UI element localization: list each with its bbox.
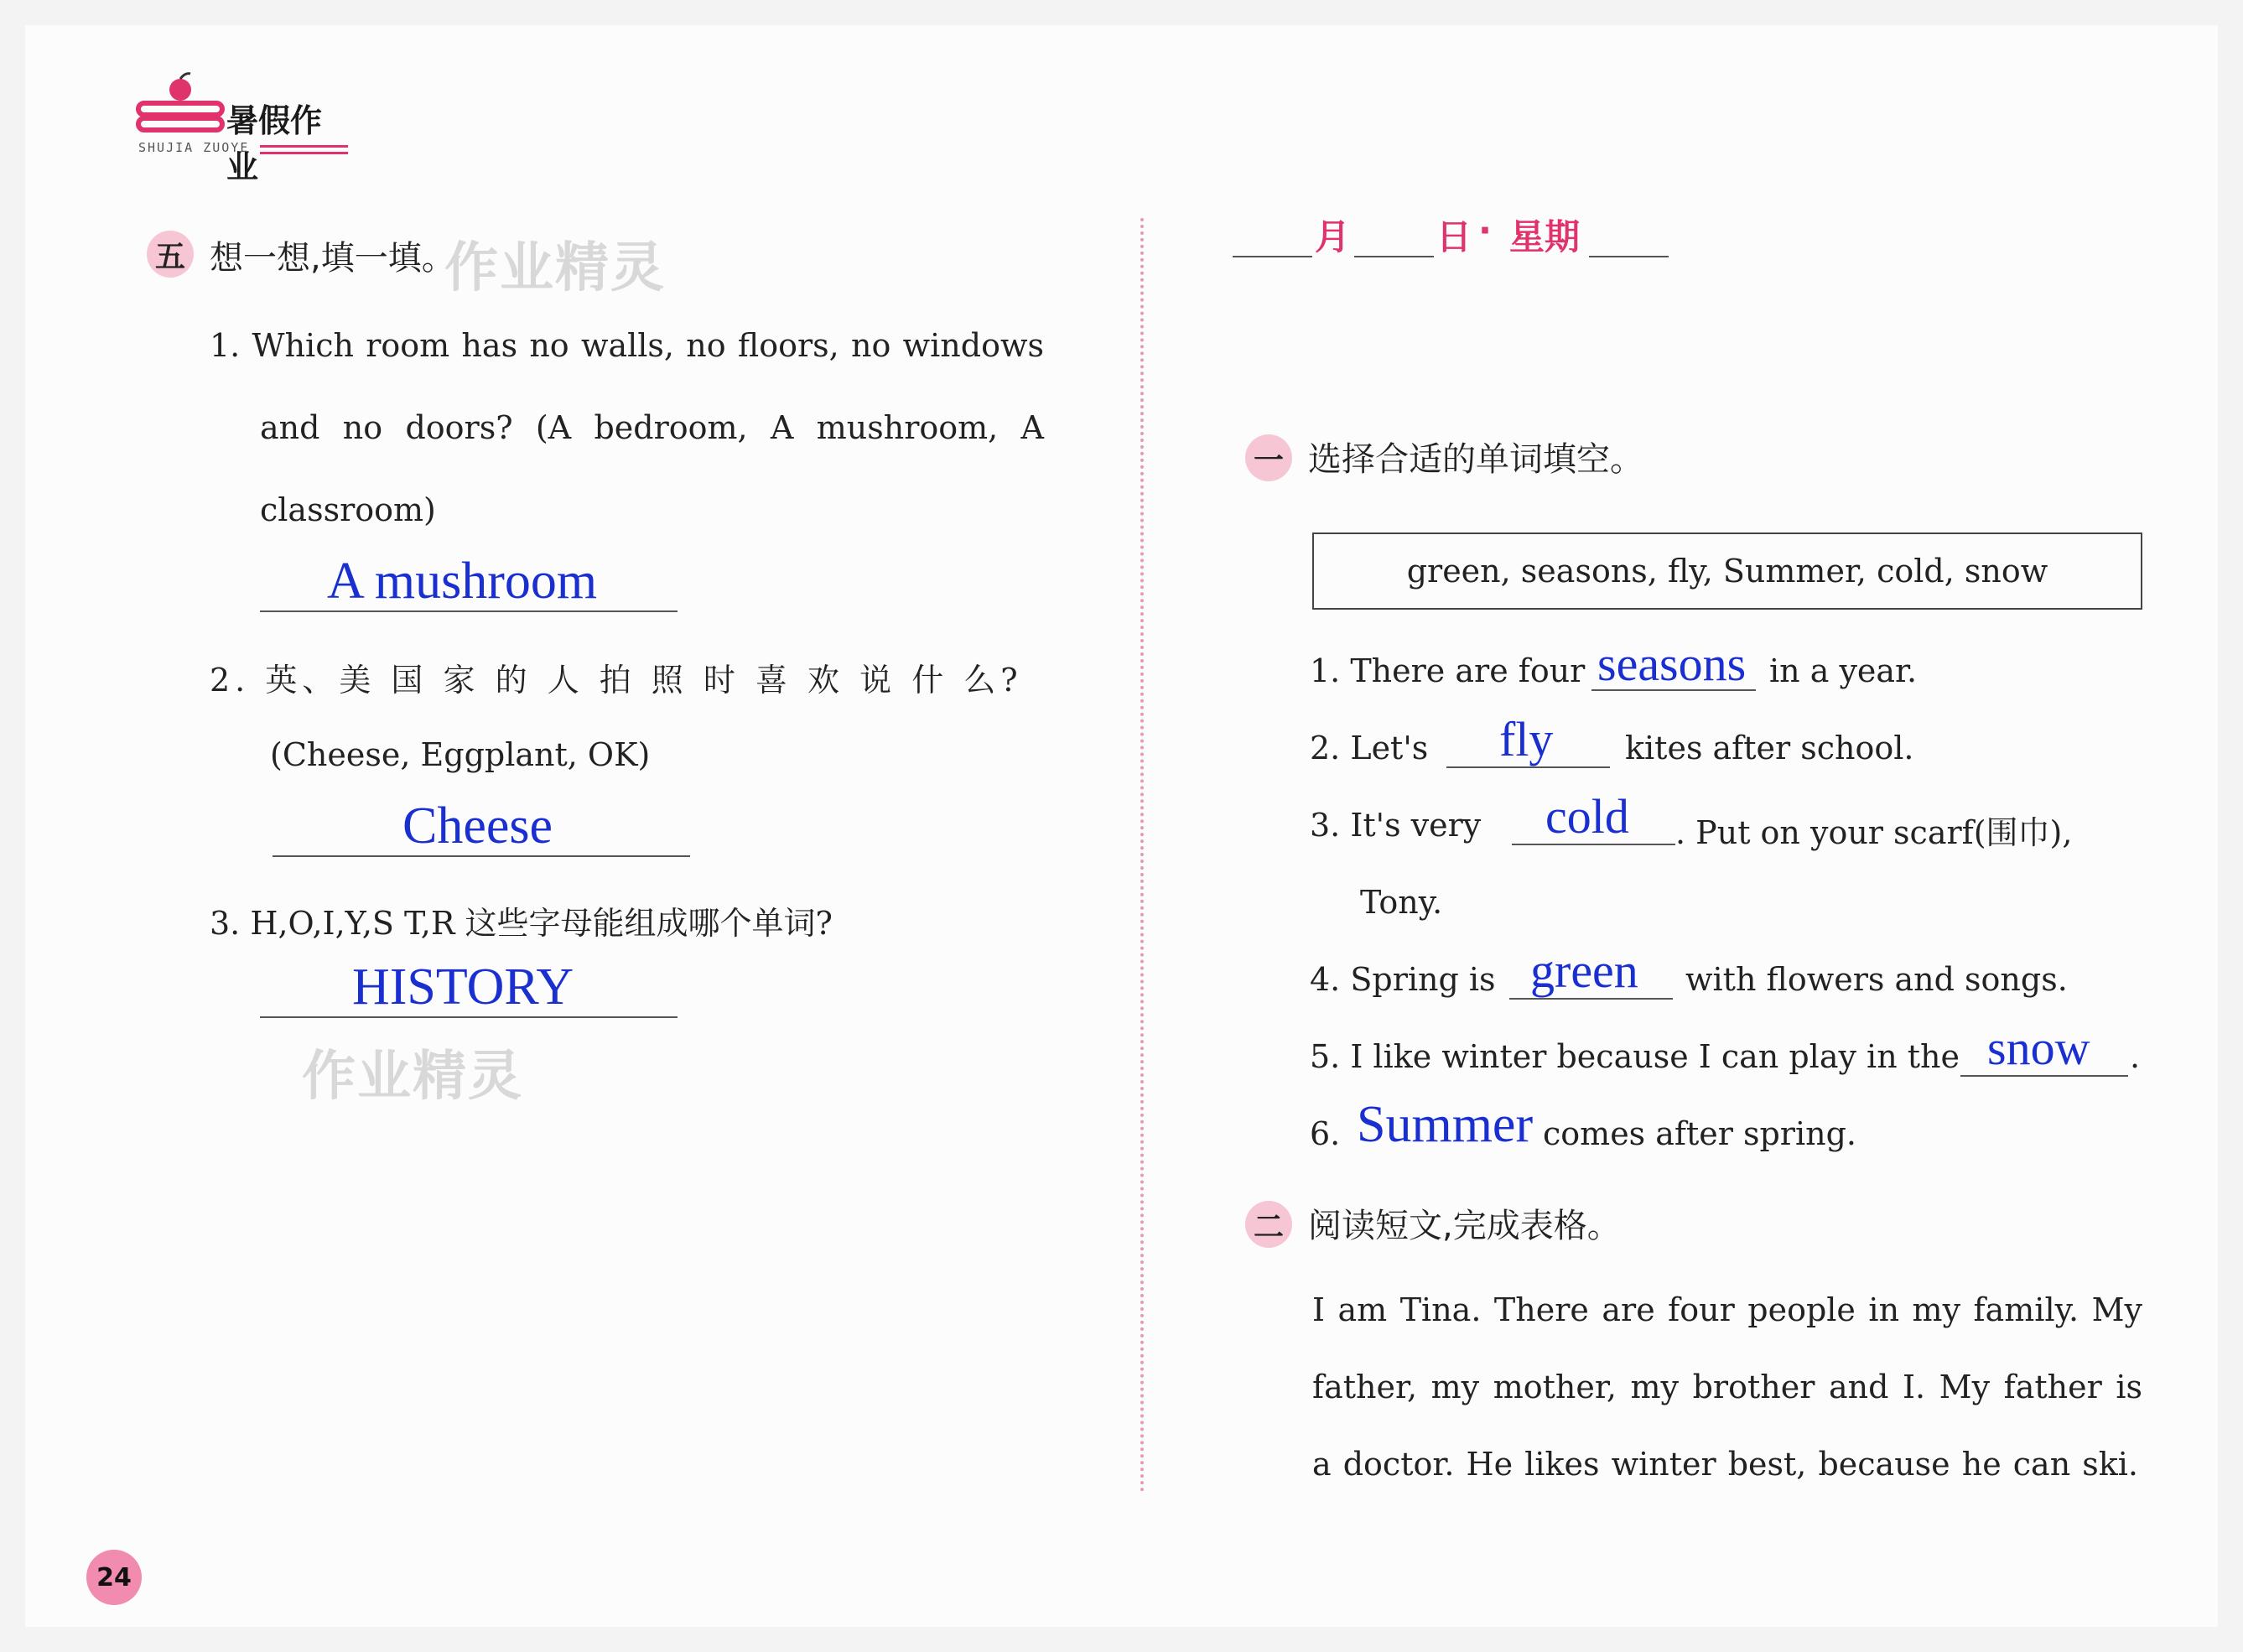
handwritten-answer: Summer xyxy=(1357,1096,1534,1153)
question-line: classroom) xyxy=(260,491,436,528)
answer-line xyxy=(1591,689,1756,691)
book-apple-icon xyxy=(134,71,226,138)
question-line: 3. H,O,I,Y,S T,R 这些字母能组成哪个单词? xyxy=(210,905,833,942)
exercise-text: comes after spring. xyxy=(1543,1115,1857,1152)
month-label: 月 xyxy=(1315,216,1351,257)
handwritten-answer: A mushroom xyxy=(327,553,598,610)
exercise-text: kites after school. xyxy=(1625,730,1914,766)
exercise-text: 2. Let's xyxy=(1310,730,1429,766)
answer-line xyxy=(260,1016,678,1018)
exercise-text: . Put on your scarf(围巾), xyxy=(1675,814,2073,851)
date-line xyxy=(1233,210,1669,268)
month-blank xyxy=(1233,256,1312,257)
section-badge: 二 xyxy=(1245,1201,1292,1248)
date-separator: · xyxy=(1478,210,1492,251)
answer-line xyxy=(273,855,690,857)
exercise-text: 4. Spring is xyxy=(1310,961,1496,998)
exercise-text: Tony. xyxy=(1360,884,1443,921)
answer-line xyxy=(1446,766,1610,768)
exercise-text: . xyxy=(2130,1038,2141,1075)
handwritten-answer: seasons xyxy=(1597,636,1747,691)
passage-line: I am Tina. There are four people in my family. My xyxy=(1312,1291,2142,1328)
page-number: 24 xyxy=(86,1550,142,1605)
handwritten-answer: green xyxy=(1530,943,1638,998)
watermark: 作业精灵 xyxy=(302,1046,523,1108)
section-title: 选择合适的单词填空。 xyxy=(1308,440,1643,479)
answer-line xyxy=(1512,844,1675,845)
section-badge: 五 xyxy=(147,231,194,278)
word-bank: green, seasons, fly, Summer, cold, snow xyxy=(1312,532,2142,610)
question-line: (Cheese, Eggplant, OK) xyxy=(270,736,651,773)
exercise-text: 5. I like winter because I can play in the xyxy=(1310,1038,1960,1075)
watermark: 作业精灵 xyxy=(444,237,666,299)
handwritten-answer: HISTORY xyxy=(352,958,574,1016)
answer-line xyxy=(260,610,678,612)
answer-line xyxy=(1509,998,1673,1000)
section-title: 阅读短文,完成表格。 xyxy=(1308,1207,1621,1245)
exercise-text: 6. xyxy=(1310,1115,1341,1152)
question-line: and no doors? (A bedroom, A mushroom, A xyxy=(260,409,1044,446)
day-blank xyxy=(1354,256,1434,257)
workbook-logo xyxy=(134,71,352,185)
exercise-text: with flowers and songs. xyxy=(1685,961,2068,998)
exercise-text: in a year. xyxy=(1769,652,1918,689)
weekday-blank xyxy=(1589,256,1669,257)
weekday-label: 星期 xyxy=(1509,216,1581,257)
section-badge: 一 xyxy=(1245,434,1292,481)
exercise-text: 1. There are four xyxy=(1310,652,1586,689)
handwritten-answer: cold xyxy=(1545,789,1629,844)
handwritten-answer: snow xyxy=(1987,1021,2090,1075)
logo-subtitle: SHUJIA ZUOYE xyxy=(138,140,250,155)
page-divider xyxy=(1140,218,1144,1493)
logo-title: 暑假作业 xyxy=(226,102,323,185)
section-title: 想一想,填一填。 xyxy=(210,239,455,278)
handwritten-answer: fly xyxy=(1499,712,1554,766)
logo-rule xyxy=(260,145,348,148)
answer-line xyxy=(1960,1075,2128,1077)
question-line: 2. 英、美 国 家 的 人 拍 照 时 喜 欢 说 什 么? xyxy=(210,662,1023,699)
passage-line: father, my mother, my brother and I. My father is xyxy=(1312,1369,2142,1405)
logo-rule xyxy=(260,152,348,154)
day-label: 日 xyxy=(1436,216,1472,257)
handwritten-answer: Cheese xyxy=(402,797,553,855)
question-line: 1. Which room has no walls, no floors, no windows xyxy=(210,327,1044,364)
exercise-text: 3. It's very xyxy=(1310,807,1482,844)
passage-line: a doctor. He likes winter best, because he can ski. xyxy=(1312,1446,2138,1483)
